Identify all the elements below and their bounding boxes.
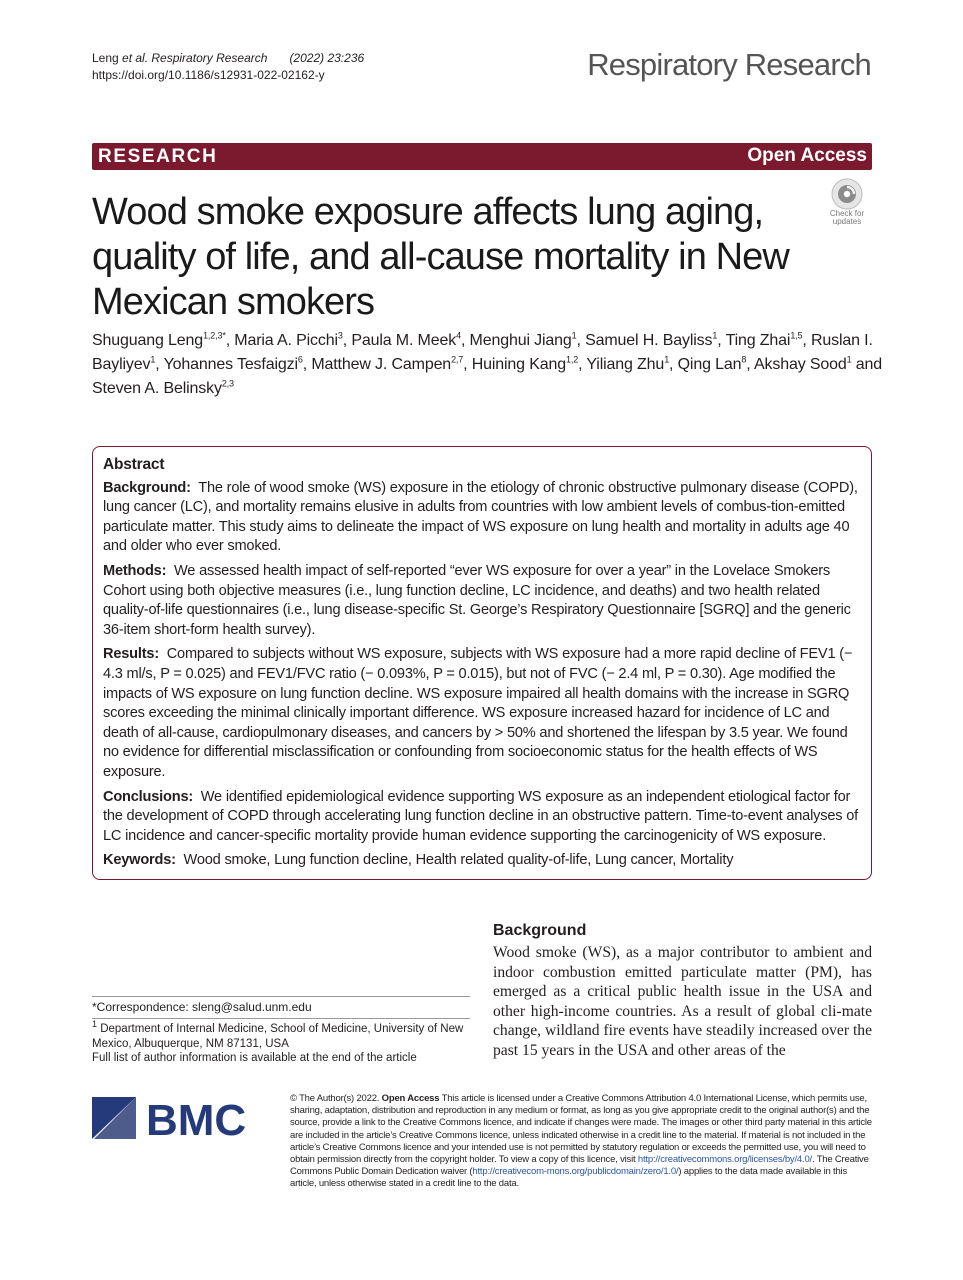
background-heading: Background [493,922,587,939]
author-affiliation-sup: 4 [456,330,461,341]
citation-volume: (2022) 23:236 [289,51,365,65]
abstract-methods: Methods: We assessed health impact of self-reported “ever WS exposure for over a year” in the Lovelace Smokers Cohort using both objective measures (i.e., lung function decline, LC incidence, and deaths) and two health related quality-of-life questionnaires (i.e., lung disease-specific St. George’s Respiratory Questionnaire [SGRQ] and the generic 36-item short-form health survey). [103,562,851,638]
footnote-divider [92,1018,470,1019]
author-affiliation-sup: 1,5 [790,330,803,341]
abstract-background: Background: The role of wood smoke (WS) exposure in the etiology of chronic obstructive pulmonary disease (COPD), lung cancer (LC), and mortality remains elusive in adults from countries with low ambient levels of combus-tion-emitted particulate matter. This study aims to delineate the impact of WS exposure on lung health and mortality in adults age 40 and older who ever smoked. [103,479,858,555]
correspondence: *Correspondence: sleng@salud.unm.edu [92,1000,312,1014]
author-affiliation-sup: 8 [741,354,747,365]
author-name: Menghui Jiang [469,332,572,349]
license-link[interactable]: http://creativecommons.org/licenses/by/4.0/ [637,1154,812,1166]
author-affiliation-sup: 1 [846,354,852,365]
author-affiliation-sup: 3 [337,330,343,341]
bmc-logo [92,1093,272,1143]
author-name: Akshay Sood [753,356,847,373]
author-affiliation-sup: 1 [150,354,156,365]
author-name: Huining Kang [471,356,566,373]
author-affiliation-sup: 1,2,3* [203,330,226,341]
journal-name: Respiratory Research [587,47,871,82]
check-for-updates-line1: Check for [829,209,865,218]
author-name: Qing Lan [677,356,742,373]
abstract-keywords: Keywords: Wood smoke, Lung function decline, Health related quality-of-life, Lung cancer, Mortality [103,852,734,869]
article-title: Wood smoke exposure affects lung aging, quality of life, and all-cause mortality in New Mexican smokers [92,191,789,323]
author-list: Shuguang Leng$^{1,2,3*}$, Maria A. Picchi$^3$, Paula M. Meek$^4$, Menghui Jiang$^1$, Samuel H. Bayliss$^1$, Ting Zhai$^{1,5}$, Ruslan I. Bayliyev$^1$, Yohannes Tesfaigzi$^6$, Matthew J. Campen$^{2,7}$, Huining Kang$^{1,2}$, Yiliang Zhu$^1$, Qing Lan$^8$, Akshay Sood$^1$ and Steven A. Belinsky$^{2,3}$ [92,330,883,397]
author-affiliation-sup: 1,2 [566,354,579,365]
author-name: Steven A. Belinsky [92,380,222,397]
article-type-banner [92,143,872,170]
citation [92,50,364,84]
check-for-updates-icon [831,178,863,210]
open-access-label: Open Access [747,145,867,166]
author-affiliation-sup: 1 [664,354,670,365]
abstract-conclusions: Conclusions: We identified epidemiological evidence supporting WS exposure as an independent etiological factor for the development of COPD through accelerating lung function decline in an obstructive pattern. Time-to-event analyses of LC incidence and cancer-specific mortality provide human evidence supporting the carcinogenicity of WS exposure. [103,788,858,844]
affiliation-note: $^1$ Department of Internal Medicine, School of Medicine, University of New Mexico, Albuquerque, NM 87131, USA Full list of author information is available at the end of the article [92,1022,472,1066]
footnote-divider [92,996,470,997]
author-name: Ruslan I. Bayliyev [92,332,873,373]
check-for-updates-button[interactable] [822,178,872,228]
author-affiliation-sup: 2,7 [451,354,464,365]
author-affiliation-sup: 6 [297,354,303,365]
author-name: Yiliang Zhu [586,356,665,373]
check-for-updates-line2: updates [832,217,862,226]
author-name: Matthew J. Campen [311,356,452,373]
author-name: Maria A. Picchi [234,332,338,349]
author-name: Samuel H. Bayliss [585,332,713,349]
author-name: Shuguang Leng [92,332,204,349]
waiver-link[interactable]: http://creativecom-mons.org/publicdomain/zero/1.0/ [472,1166,679,1178]
author-name: Ting Zhai [725,332,791,349]
author-affiliation-sup: 1 [712,330,718,341]
author-affiliation-sup: 2,3 [221,378,234,389]
bmc-logo-text: BMC [146,1096,247,1143]
abstract-heading: Abstract [103,456,165,473]
citation-authors: Leng [92,51,123,65]
author-info-note: Full list of author information is available at the end of the article [92,1052,417,1064]
article-type-label: RESEARCH [98,146,218,167]
author-name: Yohannes Tesfaigzi [163,356,298,373]
license-text: © The Author(s) 2022. Open Access This article is licensed under a Creative Commons Attribution 4.0 International License, which permits use, sharing, adaptation, distribution and reproduction in any medium or format, as long as you give appropriate credit to the original author(s) and the source, provide a link to the Creative Commons licence, and indicate if changes were made. The images or other third party material in this article are included in the article’s Creative Commons licence, unless indicated otherwise in a credit line to the material. If material is not included in the article’s Creative Commons licence and your intended use is not permitted by statutory regulation or exceeds the permitted use, you will need to obtain permission directly from the copyright holder. To view a copy of this licence, visit http://creativecommons.org/licenses/by/4.0/. The Creative Commons Public Domain Dedication waiver (http://creativecom-mons.org/publicdomain/zero/1.0/) applies to the data made available in this article, unless otherwise stated in a credit line to the data. [290,1093,872,1190]
author-name: Paula M. Meek [351,332,457,349]
background-paragraph: Wood smoke (WS), as a major contributor to ambient and indoor combustion emitted particulate matter (PM), has emerged as a critical public health issue in the USA and other high-income countries. As a result of global cli-mate change, wildland fire events have steadily increased over the past 15 years in the USA and other areas of the [493,944,872,1059]
citation-journal: et al. Respiratory Research [122,51,268,65]
author-affiliation-sup: 1 [571,330,577,341]
abstract-box [92,446,872,880]
doi-link[interactable]: https://doi.org/10.1186/s12931-022-02162-y [92,68,325,82]
abstract-results: Results: Compared to subjects without WS exposure, subjects with WS exposure had a more rapid decline of FEV1 (− 4.3 ml/s, P = 0.025) and FEV1/FVC ratio (− 0.093%, P = 0.015), but not of FVC (− 2.4 ml, P = 0.30). Age modified the impacts of WS exposure on lung function decline. WS exposure impaired all health domains with the increase in SGRQ scores exceeding the minimal clinically important difference. WS exposure increased hazard for incidence of LC and death of all-cause, cardiopulmonary diseases, and cancers by > 50% and shortened the lifespan by 3.5 year. We found no evidence for differential misclassification or confounding from socioeconomic status for the health effects of WS exposure. [103,646,853,780]
